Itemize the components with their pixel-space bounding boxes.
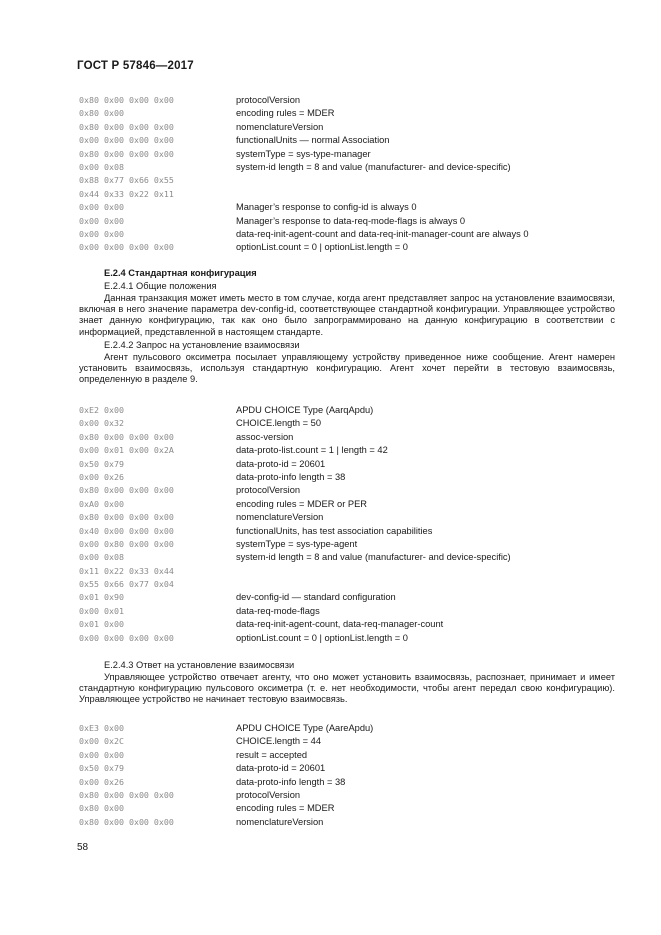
field-description: encoding rules = MDER or PER (236, 498, 367, 509)
hex-value: 0xE3 0x00 (79, 723, 124, 733)
field-description: optionList.count = 0 | optionList.length = 0 (236, 632, 408, 643)
hex-table-association-response (79, 722, 599, 829)
table-row (79, 511, 599, 524)
hex-value: 0x00 0x26 (79, 776, 124, 787)
hex-value: 0x80 0x00 0x00 0x00 (79, 148, 174, 159)
field-description: APDU CHOICE Type (AarqApdu) (236, 405, 374, 415)
field-description: encoding rules = MDER (236, 108, 335, 119)
table-row (79, 578, 599, 591)
field-description: data-req-init-agent-count and data-req-init-manager-count are always 0 (236, 228, 529, 239)
section-heading-e24: E.2.4 Стандартная конфигурация (104, 268, 257, 278)
table-row (79, 215, 599, 228)
field-description: protocolVersion (236, 789, 301, 800)
field-description: Manager’s response to data-req-mode-flags is always 0 (236, 215, 466, 226)
table-row (79, 94, 599, 107)
field-description: data-proto-list.count = 1 | length = 42 (236, 445, 388, 456)
table-row (79, 471, 599, 484)
hex-value: 0x50 0x79 (79, 458, 124, 469)
hex-value: 0x50 0x79 (79, 763, 124, 774)
hex-value: 0x00 0x00 (79, 228, 124, 239)
table-row (79, 107, 599, 120)
table-row (79, 458, 599, 471)
hex-value: 0x40 0x00 0x00 0x00 (79, 525, 174, 536)
field-description: data-req-init-agent-count, data-req-manager-count (236, 619, 444, 630)
hex-value: 0x01 0x00 (79, 619, 124, 630)
table-row (79, 632, 599, 645)
hex-value: 0x00 0x26 (79, 471, 124, 482)
hex-value: 0x00 0x00 (79, 215, 124, 226)
field-description: data-proto-id = 20601 (236, 763, 326, 774)
table-row (79, 161, 599, 174)
table-row (79, 201, 599, 214)
hex-value: 0x00 0x00 0x00 0x00 (79, 242, 174, 253)
table-row (79, 776, 599, 789)
table-row (79, 762, 599, 775)
subsection-title-e241: E.2.4.1 Общие положения (104, 281, 217, 291)
table-row (79, 816, 599, 829)
document-header: ГОСТ Р 57846—2017 (77, 60, 194, 72)
paragraph-e243: Управляющее устройство отвечает агенту, что оно может установить взаимосвязь, распознает, принимает и имеет стандартную конфигурацию пульсового оксиметра (т. е. нет необходимости, чтобы агент передал свою конфигурацию). Управляющее устройство не начинает тестовую взаимосвязь. (79, 672, 615, 705)
hex-value: 0x00 0x00 0x00 0x00 (79, 135, 174, 146)
field-description: nomenclatureVersion (236, 121, 324, 132)
hex-value: 0x00 0x2C (79, 736, 124, 747)
field-description: data-proto-info length = 38 (236, 776, 346, 787)
field-description: Manager’s response to config-id is always 0 (236, 202, 417, 213)
table-row (79, 618, 599, 631)
hex-value: 0x00 0x00 (79, 202, 124, 213)
table-row (79, 551, 599, 564)
hex-value: 0x80 0x00 0x00 0x00 (79, 512, 174, 523)
hex-value: 0x80 0x00 (79, 108, 124, 119)
table-row (79, 228, 599, 241)
page-number: 58 (77, 842, 89, 853)
field-description: systemType = sys-type-agent (236, 538, 358, 549)
table-row (79, 565, 599, 578)
hex-table-manager-response (79, 94, 599, 255)
table-row (79, 431, 599, 444)
paragraph-e241: Данная транзакция может иметь место в том случае, когда агент представляет запрос на установление взаимосвязи, включая в него значение параметра dev-config-id, соответствующее стандартной конфигурации. Управляющее устройство знает данную конфигурацию, так как оно было запрограммировано на данную конфигурацию в соответствии с информацией, представленной в настоящем стандарте. (79, 293, 615, 337)
hex-value: 0x00 0x01 0x00 0x2A (79, 445, 174, 456)
hex-value: 0xE2 0x00 (79, 405, 124, 415)
hex-value: 0x00 0x00 0x00 0x00 (79, 632, 174, 643)
hex-value: 0x80 0x00 0x00 0x00 (79, 789, 174, 800)
hex-value: 0x11 0x22 0x33 0x44 (79, 565, 174, 576)
field-description: dev-config-id — standard configuration (236, 592, 396, 603)
field-description: result = accepted (236, 749, 308, 760)
table-row (79, 134, 599, 147)
field-description: CHOICE.length = 44 (236, 736, 322, 747)
hex-value: 0x88 0x77 0x66 0x55 (79, 175, 174, 186)
table-row (79, 148, 599, 161)
field-description: system-id length = 8 and value (manufacturer- and device-specific) (236, 161, 511, 172)
hex-value: 0x00 0x08 (79, 161, 124, 172)
field-description: nomenclatureVersion (236, 816, 324, 827)
table-row (79, 605, 599, 618)
field-description: protocolVersion (236, 485, 301, 496)
hex-value: 0x80 0x00 0x00 0x00 (79, 816, 174, 827)
hex-value: 0x80 0x00 (79, 803, 124, 814)
field-description: assoc-version (236, 431, 294, 442)
field-description: functionalUnits, has test association capabilities (236, 525, 433, 536)
field-description: optionList.count = 0 | optionList.length = 0 (236, 242, 408, 253)
table-row (79, 802, 599, 815)
hex-value: 0x01 0x90 (79, 592, 124, 603)
hex-value: 0x00 0x01 (79, 605, 124, 616)
field-description: system-id length = 8 and value (manufacturer- and device-specific) (236, 552, 511, 563)
field-description: APDU CHOICE Type (AareApdu) (236, 723, 374, 733)
hex-value: 0xA0 0x00 (79, 498, 124, 509)
field-description: data-req-mode-flags (236, 605, 320, 616)
hex-table-association-request (79, 404, 599, 645)
table-row (79, 591, 599, 604)
field-description: systemType = sys-type-manager (236, 148, 371, 159)
hex-value: 0x80 0x00 0x00 0x00 (79, 121, 174, 132)
field-description: encoding rules = MDER (236, 803, 335, 814)
table-row (79, 538, 599, 551)
field-description: functionalUnits — normal Association (236, 135, 390, 146)
subsection-title-e242: E.2.4.2 Запрос на установление взаимосвязи (104, 340, 300, 350)
paragraph-e242: Агент пульсового оксиметра посылает управляющему устройству приведенное ниже сообщение. Агент намерен установить взаимосвязь, используя стандартную конфигурацию. Агент хочет перейти в тестовую взаимосвязь, определенную в разделе 9. (79, 352, 615, 385)
field-description: protocolVersion (236, 95, 301, 105)
hex-value: 0x00 0x08 (79, 552, 124, 563)
field-description: nomenclatureVersion (236, 512, 324, 523)
table-row (79, 404, 599, 417)
hex-value: 0x44 0x33 0x22 0x11 (79, 188, 174, 199)
table-row (79, 789, 599, 802)
table-row (79, 498, 599, 511)
hex-value: 0x80 0x00 0x00 0x00 (79, 431, 174, 442)
hex-value: 0x00 0x80 0x00 0x00 (79, 538, 174, 549)
table-row (79, 722, 599, 735)
table-row (79, 525, 599, 538)
table-row (79, 735, 599, 748)
hex-value: 0x80 0x00 0x00 0x00 (79, 95, 174, 105)
table-row (79, 417, 599, 430)
table-row (79, 241, 599, 254)
hex-value: 0x00 0x00 (79, 749, 124, 760)
table-row (79, 121, 599, 134)
hex-value: 0x55 0x66 0x77 0x04 (79, 579, 174, 590)
subsection-title-e243: E.2.4.3 Ответ на установление взаимосвязи (104, 660, 295, 670)
hex-value: 0x00 0x32 (79, 418, 124, 429)
hex-value: 0x80 0x00 0x00 0x00 (79, 485, 174, 496)
field-description: data-proto-id = 20601 (236, 458, 326, 469)
field-description: data-proto-info length = 38 (236, 471, 346, 482)
table-row (79, 749, 599, 762)
table-row (79, 188, 599, 201)
table-row (79, 174, 599, 187)
field-description: CHOICE.length = 50 (236, 418, 322, 429)
table-row (79, 444, 599, 457)
table-row (79, 484, 599, 497)
